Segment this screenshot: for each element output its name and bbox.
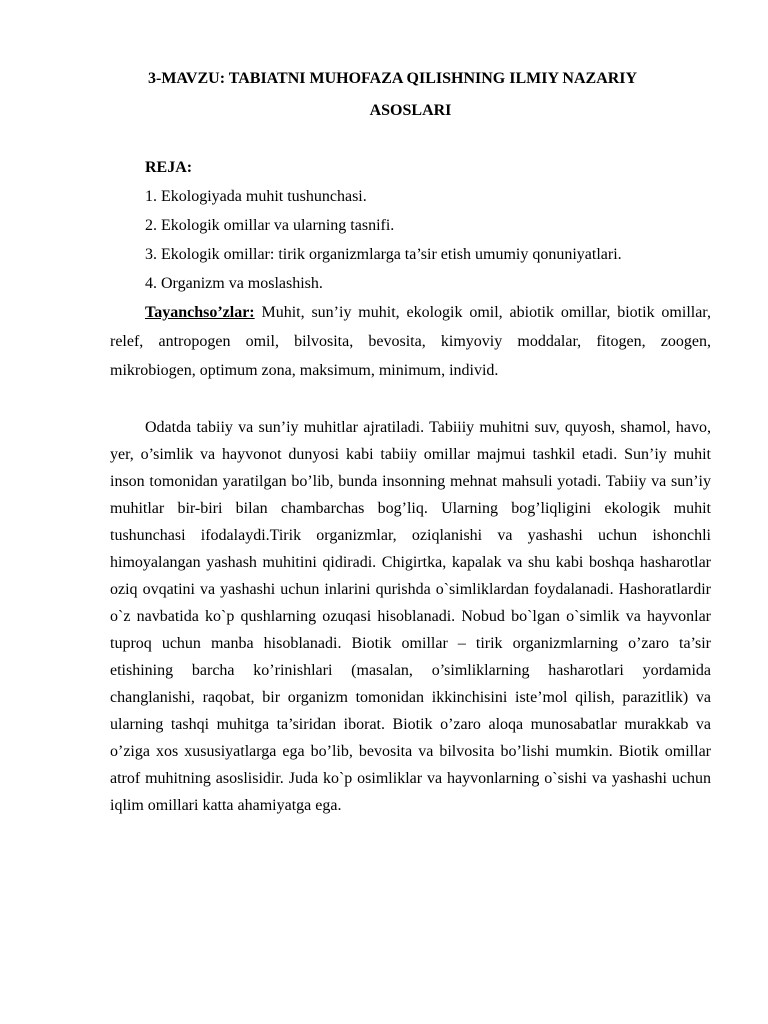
plan-item: 2. Ekologik omillar va ularning tasnifi.	[145, 217, 395, 234]
plan-list	[145, 182, 711, 298]
keywords-text: Muhit, sun’iy muhit, ekologik omil, abiotik omillar, biotik omillar, relef, antropogen omil, bilvosita, bevosita, kimyoviy moddalar, fitogen, zoogen, mikrobiogen, optimum zona, maksimum, minimum, individ.	[110, 304, 711, 379]
title-line-1: 3-MAVZU: TABIATNI MUHOFAZA QILISHNING ILMIY NAZARIY	[148, 70, 638, 87]
plan-section	[110, 154, 711, 298]
keywords-label: Tayanchso’zlar:	[145, 304, 255, 321]
plan-item: 4. Organizm va moslashish.	[145, 275, 323, 292]
plan-item: 1. Ekologiyada muhit tushunchasi.	[145, 188, 367, 205]
keywords-paragraph	[110, 298, 711, 385]
document-title	[110, 63, 711, 127]
plan-heading: REJA:	[145, 159, 193, 176]
plan-item: 3. Ekologik omillar: tirik organizmlarga ta’sir etish umumiy qonuniyatlari.	[145, 246, 622, 263]
body-paragraph: Odatda tabiiy va sun’iy muhitlar ajratiladi. Tabiiiy muhitni suv, quyosh, shamol, havo, yer, o’simlik va hayvonot dunyosi kabi tabiiy omillar majmui tashkil etadi. Sun’iy muhit inson tomonidan yaratilgan bo’lib, bunda insonning mehnat mahsuli yotadi. Tabiiy va sun’iy muhitlar bir-biri bilan chambarchas bog’liq. Ularning bog’liqligini ekologik muhit tushunchasi ifodalaydi.Tirik organizmlar, oziqlanishi va yashashi uchun ishonchli himoyalangan yashash muhitini qidiradi. Chigirtka, kapalak va shu kabi boshqa hasharotlar oziq ovqatini va yashashi uchun inlarini qurishda o`simliklardan foydalanadi. Hashoratlardir o`z navbatida ko`p qushlarning ozuqasi hisoblanadi. Nobud bo`lgan o`simlik va hayvonlar tuproq uchun manba hisoblanadi. Biotik omillar – tirik organizmlarning o’zaro ta’sir etishining barcha ko’rinishlari (masalan, o’simliklarning hasharotlari yordamida changlanishi, raqobat, bir organizm tomonidan ikkinchisini iste’mol qilish, parazitlik) va ularning tashqi muhitga ta’siridan iborat. Biotik o’zaro aloqa munosabatlar murakkab va o’ziga xos xususiyatlarga ega bo’lib, bevosita va bilvosita bo’lishi mumkin. Biotik omillar atrof muhitning asoslisidir. Juda ko`p osimliklar va hayvonlarning o`sishi va yashashi uchun iqlim omillari katta ahamiyatga ega.	[110, 419, 711, 814]
title-line-2: ASOSLARI	[369, 102, 452, 119]
